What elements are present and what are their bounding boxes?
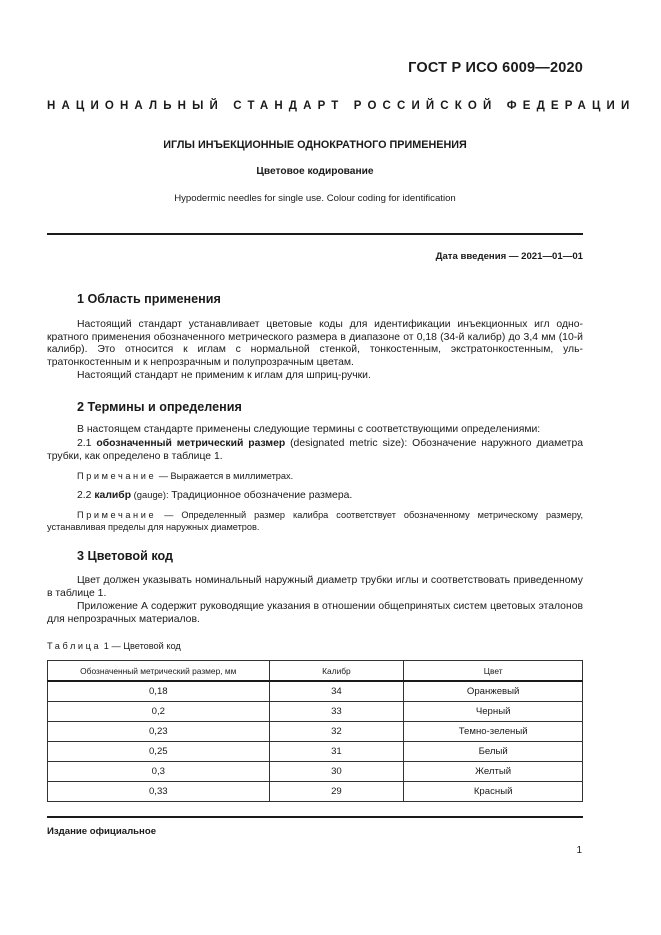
english-title: Hypodermic needles for single use. Colour coding for identification bbox=[174, 193, 456, 204]
note-2-2-label: Примечание bbox=[77, 510, 157, 520]
table-cell-colour: Темно-зеленый bbox=[404, 722, 583, 742]
note-2-1-label: Примечание bbox=[77, 471, 157, 481]
term-2-2-definition: Традиционное обозначение размера. bbox=[171, 490, 353, 501]
table-cell-colour: Желтый bbox=[404, 762, 583, 782]
section-2-intro-text: В настоящем стандарте применены следующие термины с соответствующими определениями: bbox=[77, 424, 541, 435]
table-cell-colour: Красный bbox=[404, 782, 583, 802]
note-2-1-text: — Выражается в миллиметрах. bbox=[156, 471, 294, 481]
table-header-cell: Калибр bbox=[269, 661, 404, 682]
table-row bbox=[48, 782, 583, 802]
table-cell-size: 0,33 bbox=[48, 782, 270, 802]
document-subtitle: Цветовое кодирование bbox=[256, 166, 374, 177]
table-cell-gauge: 30 bbox=[269, 762, 404, 782]
section-1-paragraph-1-text: Настоящий стандарт устанавливает цветовые коды для идентификации инъекционных игл однократного применения обозначенного метрического размера в диапазоне от 0,18 (34-й калибр) до 3,4 мм (10-й калибр). Это относится к иглам с нормальной стенкой, тонкостенным, экстратонкостенным, ультратонкостенным и к непрозрачным и полупрозрачным цветам. bbox=[47, 319, 583, 368]
section-1-paragraph-1 bbox=[47, 319, 583, 369]
table-cell-size: 0,2 bbox=[48, 702, 270, 722]
table-cell-gauge: 29 bbox=[269, 782, 404, 802]
section-3-paragraph-2-text: Приложение А содержит руководящие указания в отношении общепринятых систем цветовых эталонов для непрозрачных материалов. bbox=[47, 601, 583, 625]
section-1-paragraph-2-text: Настоящий стандарт не применим к иглам для шприц-ручки. bbox=[77, 370, 371, 381]
page-number: 1 bbox=[576, 845, 582, 856]
section-1-paragraph-2 bbox=[47, 370, 583, 383]
section-2-intro bbox=[47, 424, 583, 435]
title-divider bbox=[47, 233, 583, 235]
table-cell-gauge: 31 bbox=[269, 742, 404, 762]
table-row bbox=[48, 722, 583, 742]
term-2-2 bbox=[47, 489, 583, 501]
term-2-2-number: 2.2 bbox=[77, 490, 92, 501]
section-3-heading: 3 Цветовой код bbox=[77, 549, 173, 563]
section-3-paragraph-2 bbox=[47, 601, 583, 626]
note-2-1 bbox=[47, 470, 583, 482]
term-2-1-number: 2.1 bbox=[77, 438, 92, 449]
national-standard-label: НАЦИОНАЛЬНЫЙ СТАНДАРТ РОССИЙСКОЙ ФЕДЕРАЦИИ bbox=[47, 100, 636, 112]
table-header-cell: Обозначенный метрический размер, мм bbox=[48, 661, 270, 682]
footer-divider bbox=[47, 816, 583, 818]
section-3-paragraph-1 bbox=[47, 575, 583, 600]
table-cell-gauge: 32 bbox=[269, 722, 404, 742]
table-cell-size: 0,25 bbox=[48, 742, 270, 762]
table-cell-colour: Черный bbox=[404, 702, 583, 722]
table-header-row bbox=[48, 661, 583, 682]
table-caption bbox=[47, 641, 181, 651]
table-cell-gauge: 33 bbox=[269, 702, 404, 722]
term-2-1-term: обозначенный метрический размер bbox=[96, 438, 286, 449]
table-cell-colour: Оранжевый bbox=[404, 681, 583, 702]
document-title: ИГЛЫ ИНЪЕКЦИОННЫЕ ОДНОКРАТНОГО ПРИМЕНЕНИЯ bbox=[163, 139, 467, 151]
table-row bbox=[48, 702, 583, 722]
term-2-2-english: (gauge): bbox=[131, 489, 172, 500]
term-2-1 bbox=[47, 438, 583, 463]
term-2-2-term: калибр bbox=[94, 490, 132, 501]
standard-number: ГОСТ Р ИСО 6009—2020 bbox=[408, 60, 583, 76]
table-cell-gauge: 34 bbox=[269, 681, 404, 702]
term-2-1-definition: (designated metric size): Обозначение наружного диаметра трубки, как определено в таблице 1. bbox=[47, 438, 583, 462]
table-caption-label: Таблица bbox=[47, 641, 102, 651]
table-row bbox=[48, 762, 583, 782]
section-2-heading: 2 Термины и определения bbox=[77, 400, 242, 414]
table-cell-colour: Белый bbox=[404, 742, 583, 762]
table-row bbox=[48, 681, 583, 702]
table-cell-size: 0,3 bbox=[48, 762, 270, 782]
note-2-2-text: — Определенный размер калибра соответствует обозначенному метрическому размеру, устанавливая пределы для наружных диаметров. bbox=[47, 510, 583, 532]
introduction-date: Дата введения — 2021—01—01 bbox=[435, 251, 583, 262]
official-edition-label: Издание официальное bbox=[47, 826, 157, 837]
section-1-heading: 1 Область применения bbox=[77, 292, 221, 306]
table-cell-size: 0,18 bbox=[48, 681, 270, 702]
table-row bbox=[48, 742, 583, 762]
table-header-cell: Цвет bbox=[404, 661, 583, 682]
table-cell-size: 0,23 bbox=[48, 722, 270, 742]
colour-code-table bbox=[47, 660, 583, 802]
section-3-paragraph-1-text: Цвет должен указывать номинальный наружный диаметр трубки иглы и соответствовать приведенному в таблице 1. bbox=[47, 575, 583, 599]
table-caption-text: 1 — Цветовой код bbox=[101, 641, 181, 651]
note-2-2 bbox=[47, 509, 583, 533]
